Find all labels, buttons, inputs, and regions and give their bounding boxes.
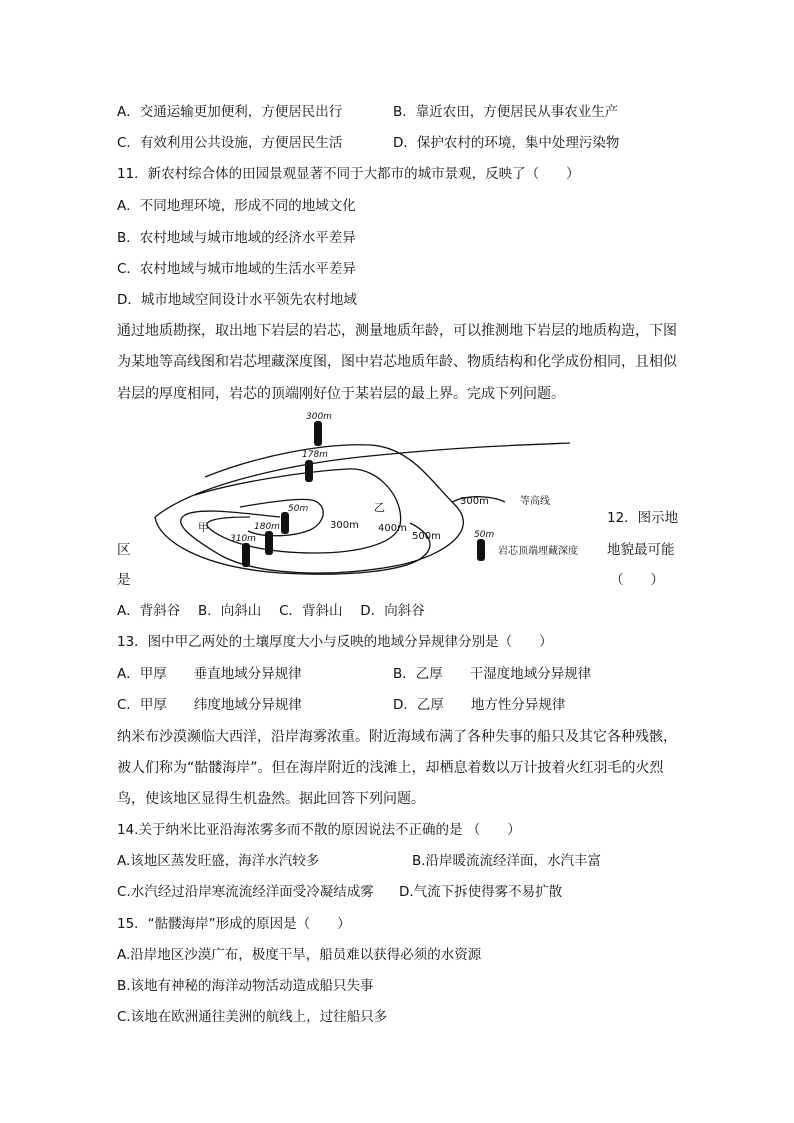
contour-map [110, 405, 685, 600]
core-bar-300 [314, 421, 322, 446]
q14-option-b: B.沿岸暖流流经洋面，水汽丰富 [412, 853, 602, 869]
q10-option-d: D．保护农村的环境，集中处理污染物 [393, 135, 620, 151]
q13-stem: 13．图中甲乙两处的土壤厚度大小与反映的地域分异规律分别是（ ） [117, 634, 553, 650]
intro1-line2: 为某地等高线图和岩芯埋藏深度图，图中岩芯地质年龄、物质结构和化学成份相同，且相似 [117, 354, 677, 370]
q10-option-b: B．靠近农田，方便居民从事农业生产 [393, 104, 619, 120]
legend-contour-value: 300m [460, 496, 489, 507]
q14-stem: 14.关于纳米比亚沿海浓雾多而不散的原因说法不正确的是 （ ） [117, 822, 521, 838]
legend-core-bar [477, 539, 485, 561]
contour-label-300: 300m [330, 520, 359, 531]
q13-option-a: A．甲厚 垂直地域分异规律 [117, 666, 302, 682]
intro2-line2: 被人们称为“骷髅海岸”。但在海岸附近的浅滩上，却栖息着数以万计披着火红羽毛的火烈 [117, 760, 664, 776]
q12-left-char2: 是 [117, 572, 131, 588]
core-label-310: 310m [230, 534, 256, 544]
q11-option-a: A．不同地理环境，形成不同的地域文化 [117, 198, 356, 214]
q11-option-c: C．农村地域与城市地域的生活水平差异 [117, 261, 356, 277]
core-bar-50 [281, 512, 289, 534]
q12-stem-part2: 地貌最可能 [607, 542, 675, 558]
legend-core-text: 岩芯顶端埋藏深度 [498, 546, 578, 557]
q15-stem: 15．“骷髅海岸”形成的原因是（ ） [117, 916, 351, 932]
q14-option-c: C.水汽经过沿岸寒流流经洋面受冷凝结成雾 [117, 884, 374, 900]
contour-label-400: 400m [378, 523, 407, 534]
q13-option-c: C．甲厚 纬度地域分异规律 [117, 697, 302, 713]
q13-option-b: B．乙厚 干湿度地域分异规律 [393, 666, 592, 682]
intro2-line3: 鸟，使该地区显得生机盎然。据此回答下列问题。 [117, 791, 425, 807]
q11-option-d: D．城市地域空间设计水平领先农村地域 [117, 292, 357, 308]
core-bar-178 [305, 460, 313, 482]
q12-options: A．背斜谷 B．向斜山 C．背斜山 D．向斜谷 [117, 603, 425, 619]
q12-stem-part1: 12．图示地 [607, 510, 679, 526]
q15-option-a: A.沿岸地区沙漠广布，极度干旱，船员难以获得必须的水资源 [117, 947, 482, 963]
legend-contour-text: 等高线 [520, 496, 550, 507]
core-bar-180 [265, 531, 273, 555]
q13-option-d: D．乙厚 地方性分异规律 [393, 697, 566, 713]
contour-500 [155, 443, 570, 517]
place-jia: 甲 [198, 521, 209, 534]
core-label-178: 178m [302, 450, 328, 460]
core-label-300: 300m [306, 412, 332, 422]
q12-answer-paren: （ ） [610, 572, 664, 588]
intro1-line3: 岩层的厚度相同，岩芯的顶端刚好位于某岩层的最上界。完成下列问题。 [117, 386, 565, 402]
q11-stem: 11．新农村综合体的田园景观显著不同于大都市的城市景观，反映了（ ） [117, 166, 580, 182]
q12-left-char1: 区 [117, 542, 131, 558]
intro2-line1: 纳米布沙漠濒临大西洋，沿岸海雾浓重。附近海域布满了各种失事的船只及其它各种残骸， [117, 729, 677, 745]
q15-option-b: B.该地有神秘的海洋动物活动造成船只失事 [117, 978, 374, 994]
contour-label-500: 500m [412, 531, 441, 542]
place-yi: 乙 [374, 501, 385, 514]
core-bar-310 [242, 543, 250, 567]
q14-option-d: D.气流下拆使得雾不易扩散 [399, 884, 563, 900]
core-label-180: 180m [254, 522, 280, 532]
contour-400 [181, 445, 464, 573]
intro1-line1: 通过地质勘探，取出地下岩层的岩芯，测量地质年龄，可以推测地下岩层的地质构造，下图 [117, 323, 677, 339]
core-label-50: 50m [288, 504, 309, 514]
q15-option-c: C.该地在欧洲通往美洲的航线上，过往船只多 [117, 1009, 388, 1025]
q14-option-a: A.该地区蒸发旺盛，海洋水汽较多 [117, 853, 320, 869]
q11-option-b: B．农村地域与城市地域的经济水平差异 [117, 230, 356, 246]
legend-core-label: 50m [474, 530, 495, 540]
q10-option-c: C．有效利用公共设施，方便居民生活 [117, 135, 343, 151]
q10-option-a: A．交通运输更加便利，方便居民出行 [117, 104, 343, 120]
